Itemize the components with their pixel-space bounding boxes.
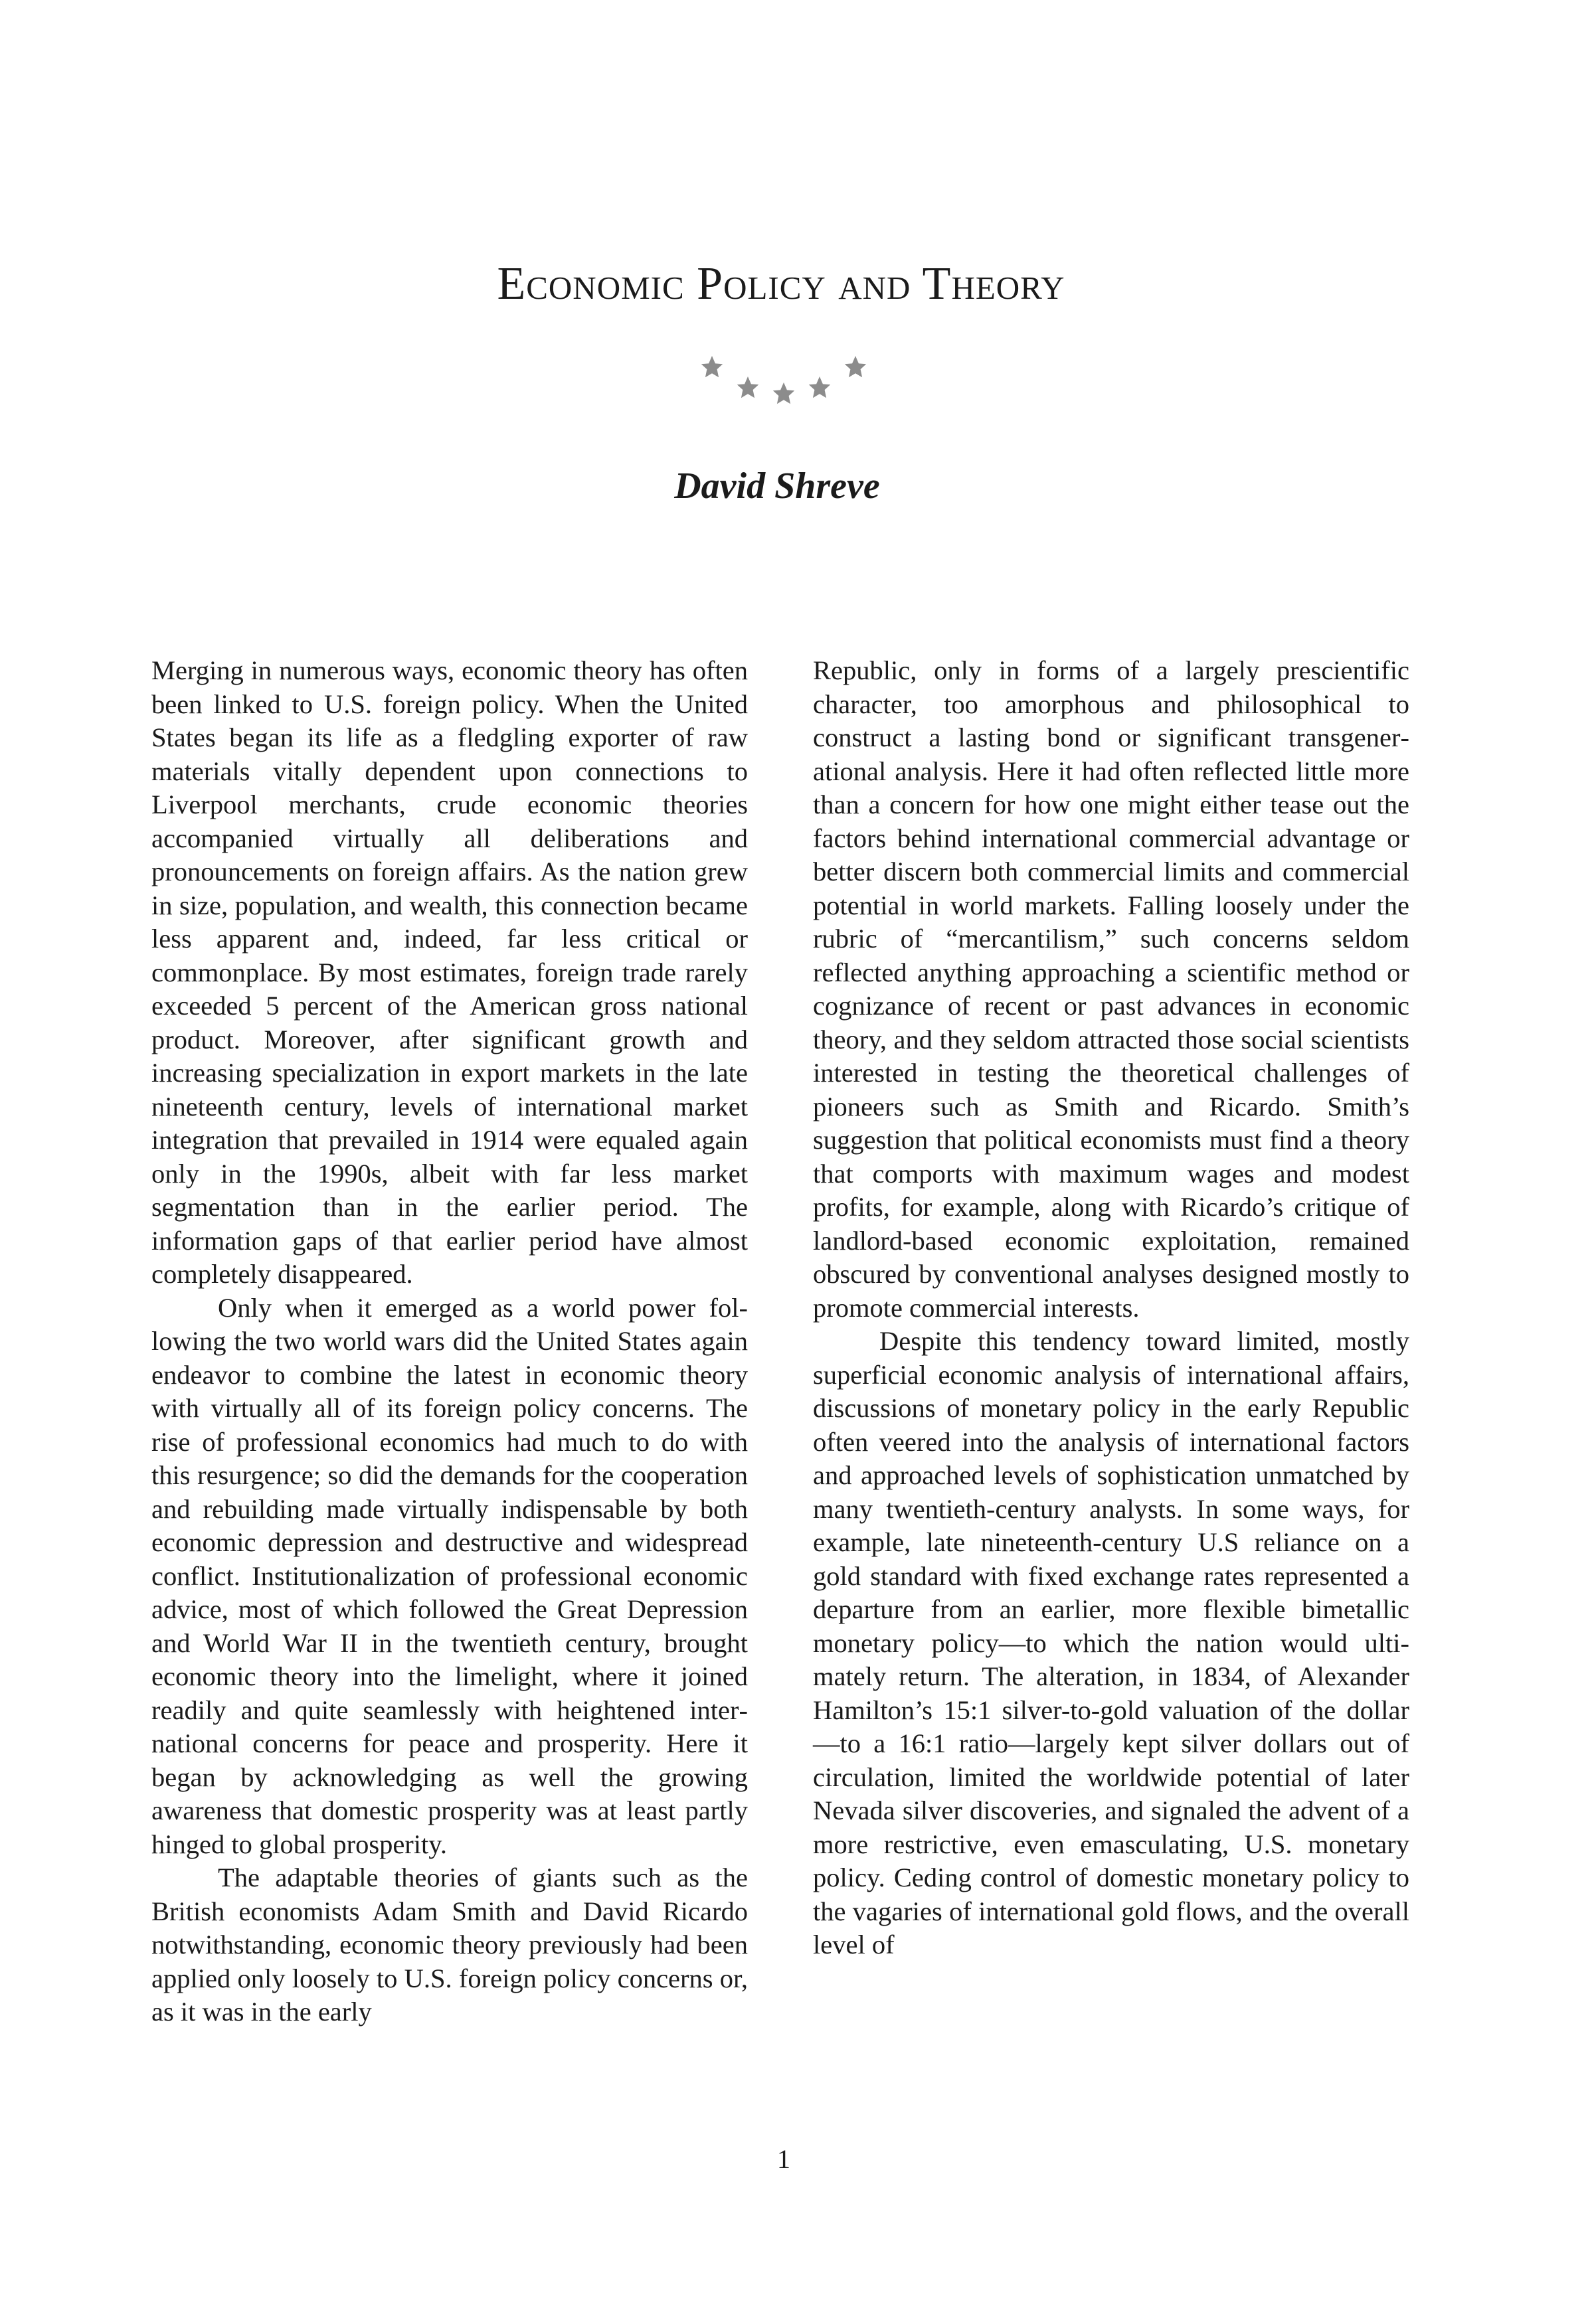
- author-name: David Shreve: [674, 465, 880, 507]
- left-column: [151, 654, 748, 2029]
- paragraph: Only when it emerged as a world power following the two world wars did the United States again endeavor to combine the latest in economic theory with virtually all of its foreign policy concerns. The rise of professional economics had much to do with this resurgence; so did the demands for the cooperation and rebuilding made virtually indispensable by both economic depression and destructive and widespread conflict. Institutionalization of professional economic advice, most of which followed the Great Depression and World War II in the twentieth century, brought economic theory into the limelight, where it joined readily and quite seamlessly with heightened international concerns for peace and prosperity. Here it began by acknowledging as well the growing awareness that domestic prosperity was at least partly hinged to global prosperity.: [151, 1292, 748, 1859]
- paragraph: Republic, only in forms of a largely prescientific character, too amorphous and philosophical to construct a lasting bond or significant transgenerational analysis. Here it had often reflected little more than a concern for how one might either tease out the factors behind international commercial advantage or better discern both commercial limits and commercial potential in world markets. Falling loosely under the rubric of “mercantilism,” such concerns seldom reflected anything approaching a scientific method or cognizance of recent or past advances in economic theory, and they seldom attracted those social scientists interested in testing the theoretical challenges of pioneers such as Smith and Ricardo. Smith’s suggestion that political economists must find a theory that comports with maximum wages and modest profits, for example, along with Ricardo’s critique of landlord-based economic exploitation, remained obscured by conventional analyses designed mostly to promote commercial interests.: [813, 655, 1409, 1323]
- ornament-star: [737, 376, 758, 398]
- page-number: 1: [777, 2144, 790, 2174]
- ornament-star: [809, 376, 830, 398]
- paragraph: The adaptable theories of giants such as the British economists Adam Smith and David Ricardo notwithstanding, economic theory previously had been applied only loosely to U.S. foreign policy concerns or, as it was in the early: [151, 1863, 748, 2027]
- paragraph: Despite this tendency toward limited, mostly superficial economic analysis of international affairs, discussions of monetary policy in the early Republic often veered into the analysis of international factors and approached levels of sophistication unmatched by many twentieth-century analysts. In some ways, for example, late nineteenth-century U.S reliance on a gold standard with fixed exchange rates represented a departure from an earlier, more flexible bimetallic monetary policy—to which the nation would ultimately return. The alteration, in 1834, of Alexander Hamilton’s 15:1 silver-to-gold valuation of the dollar—to a 16:1 ratio—largely kept silver dollars out of circulation, limited the worldwide potential of later Nevada silver discoveries, and signaled the advent of a more restrictive, even emasculating, U.S. monetary policy. Ceding control of domestic monetary policy to the vagaries of international gold flows, and the overall level of: [813, 1326, 1409, 1959]
- ornament-star: [773, 382, 794, 404]
- ornament-star: [845, 356, 866, 377]
- five-stars-arc-icon: [691, 337, 877, 410]
- paragraph: Merging in numerous ways, economic theory has often been linked to U.S. foreign policy. When the United States began its life as a fledgling exporter of raw materials vitally dependent upon connections to Liverpool merchants, crude economic theories accompanied virtually all deliberations and pronouncements on foreign affairs. As the nation grew in size, population, and wealth, this connection became less apparent and, indeed, far less critical or commonplace. By most estimates, foreign trade rarely exceeded 5 percent of the American gross national product. Moreover, after significant growth and increasing specialization in export markets in the late nineteenth century, levels of international market integration that prevailed in 1914 were equaled again only in the 1990s, albeit with far less market segmentation than in the earlier period. The information gaps of that earlier period have almost completely disappeared.: [151, 655, 748, 1289]
- chapter-title: Economic Policy and Theory: [497, 258, 1065, 309]
- right-column: [813, 654, 1409, 1962]
- ornament-star: [701, 356, 723, 377]
